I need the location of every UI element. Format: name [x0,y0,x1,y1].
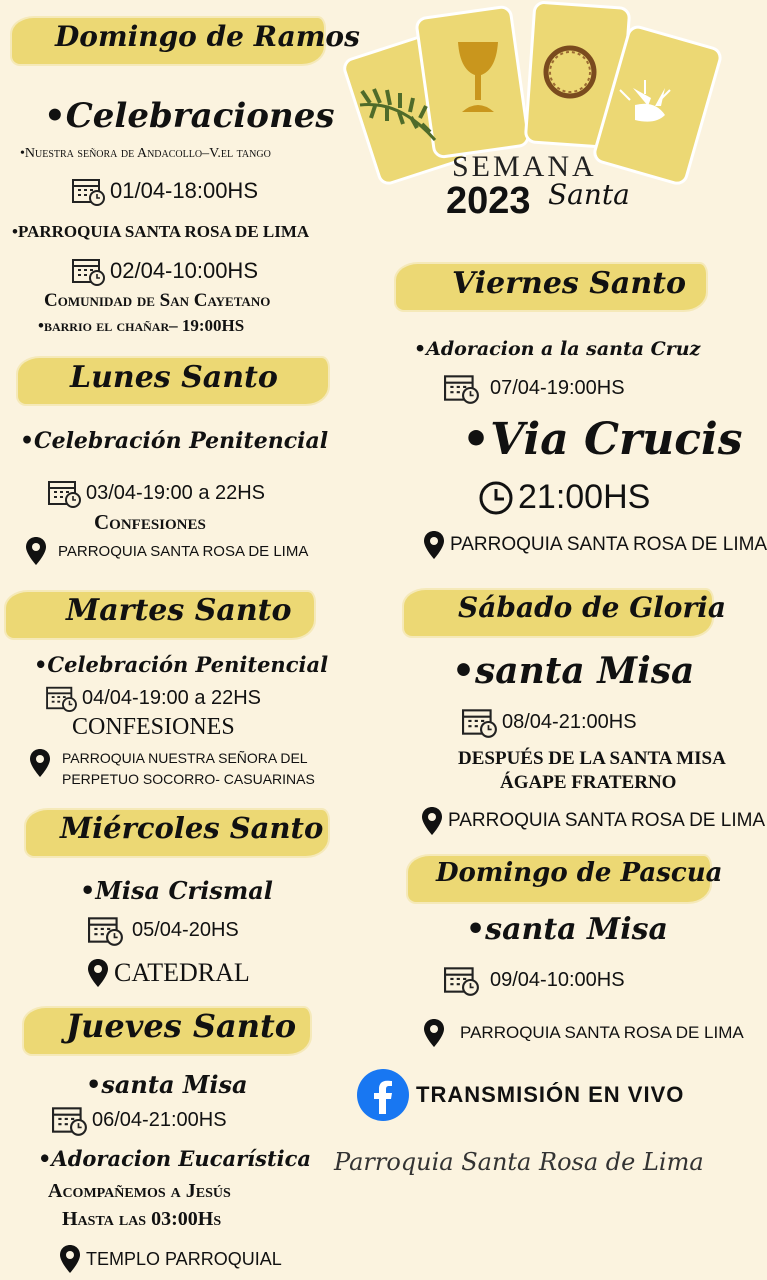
pascua-place-row [422,1018,744,1048]
jueves-line2: Hasta las 03:00Hs [62,1208,222,1230]
sabado-line2: ÁGAPE FRATERNO [500,772,677,793]
location-pin-icon [422,1018,446,1048]
jueves-line1: Acompañemos a Jesús [48,1180,231,1202]
miercoles-date: 05/04-20HS [132,918,239,941]
lunes-event: •Celebración Penitencial [20,428,329,454]
martes-place1: PARROQUIA NUESTRA SEÑORA DEL [62,750,308,766]
ramos-line1: •Nuestra señora de Andacollo–V.el tango [20,146,271,161]
title-sabado: Sábado de Gloria [458,591,726,624]
pascua-event: •santa Misa [466,912,668,947]
viernes-place-row [422,530,767,560]
viernes-place: PARROQUIA SANTA ROSA DE LIMA [450,534,767,555]
calendar-icon [444,964,480,996]
martes-place2: PERPETUO SOCORRO- CASUARINAS [62,771,315,787]
calendar-icon [72,256,106,286]
martes-date: 04/04-19:00 a 22HS [82,686,262,709]
pascua-place: PARROQUIA SANTA ROSA DE LIMA [460,1023,744,1042]
header-year: 2023 [446,180,531,222]
location-pin-icon [422,530,446,560]
viernes-date: 07/04-19:00HS [490,376,625,399]
calendar-icon [52,1104,88,1136]
clock-icon [478,480,514,516]
title-pascua: Domingo de Pascua [436,858,723,888]
jueves-event2: •Adoracion Eucarística [38,1146,312,1171]
live-stream-row[interactable] [356,1068,684,1122]
ramos-date2: 02/04-10:00HS [110,258,258,283]
ramos-date1: 01/04-18:00HS [110,178,258,203]
ramos-line3: Comunidad de San Cayetano [44,290,271,311]
jueves-date-row [52,1104,227,1136]
title-domingo-ramos: Domingo de Ramos [55,20,360,53]
live-stream-label: TRANSMISIÓN EN VIVO [416,1082,685,1107]
ramos-line2: •PARROQUIA SANTA ROSA DE LIMA [12,222,310,241]
jueves-place-row [58,1244,282,1274]
parish-signature: Parroquia Santa Rosa de Lima [334,1148,704,1176]
ramos-line4: •barrio el chañar– 19:00HS [38,316,245,335]
lunes-date-row [48,478,265,508]
viernes-time-row [478,478,650,517]
viernes-date-row [444,372,625,404]
lunes-note: Confesiones [94,510,206,534]
miercoles-place-row [86,958,250,988]
title-viernes: Viernes Santo [452,266,687,301]
sabado-place-row [420,806,765,836]
pascua-date-row [444,964,625,996]
sabado-date: 08/04-21:00HS [502,710,637,733]
miercoles-place: CATEDRAL [114,958,250,987]
title-miercoles: Miércoles Santo [60,811,324,845]
sabado-place: PARROQUIA SANTA ROSA DE LIMA [448,810,766,831]
header-semana: SEMANA [452,150,597,183]
calendar-icon [48,478,82,508]
calendar-icon [88,914,124,946]
title-martes: Martes Santo [66,593,292,628]
title-jueves: Jueves Santo [66,1007,297,1045]
facebook-icon[interactable] [356,1068,410,1122]
miercoles-event: •Misa Crismal [80,876,273,905]
celebraciones-heading: •Celebraciones [44,96,335,136]
jueves-event: •santa Misa [86,1070,248,1099]
sabado-event: •santa Misa [452,650,695,692]
lunes-place: PARROQUIA SANTA ROSA DE LIMA [58,542,309,560]
martes-note: CONFESIONES [72,714,235,740]
martes-place-row [28,748,315,790]
pascua-date: 09/04-10:00HS [490,968,625,991]
viernes-event: •Adoracion a la santa Cruz [414,338,701,360]
location-pin-icon [420,806,444,836]
calendar-icon [444,372,480,404]
jueves-date: 06/04-21:00HS [92,1108,227,1131]
sabado-date-row [462,706,637,738]
location-pin-icon [28,748,52,778]
viernes-time: 21:00HS [518,478,651,516]
ramos-date2-row [72,256,258,286]
martes-date-row [46,684,261,712]
martes-event: •Celebración Penitencial [34,652,329,677]
location-pin-icon [58,1244,82,1274]
sabado-line1: DESPUÉS DE LA SANTA MISA [458,748,726,769]
title-lunes: Lunes Santo [70,360,278,395]
lunes-date: 03/04-19:00 a 22HS [86,481,266,504]
location-pin-icon [24,536,48,566]
calendar-icon [46,684,78,712]
calendar-icon [462,706,498,738]
ramos-date1-row [72,176,258,206]
header-santa: Santa [548,178,630,211]
location-pin-icon [86,958,110,988]
viernes-event2: •Via Crucis [462,414,743,465]
lunes-place-row [24,536,308,566]
calendar-icon [72,176,106,206]
miercoles-date-row [88,914,239,946]
jueves-place: TEMPLO PARROQUIAL [86,1248,282,1269]
